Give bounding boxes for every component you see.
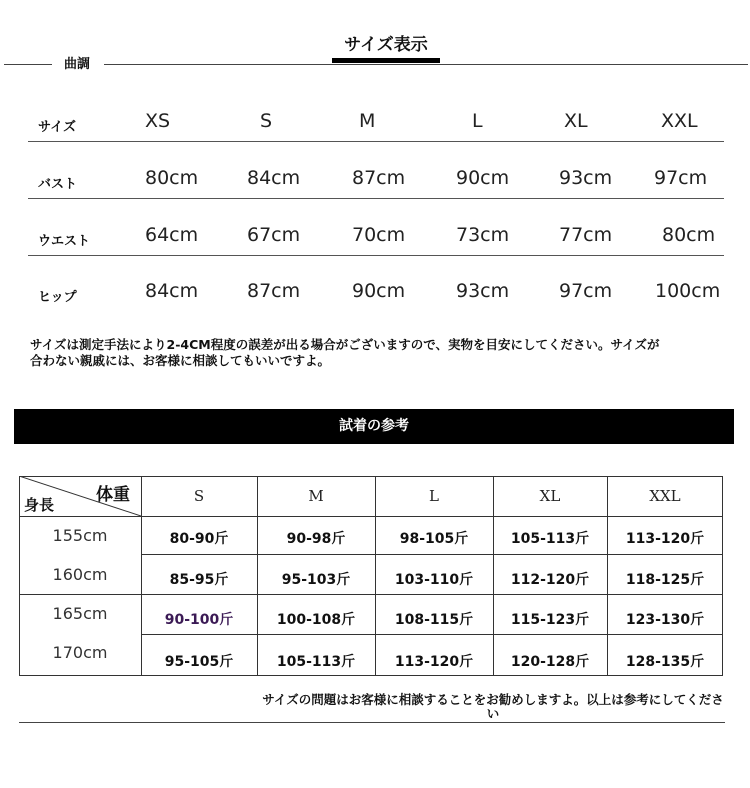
size-row-waist [28, 224, 724, 254]
header-row-divider [19, 516, 723, 517]
weight-cell: 105-113斤 [276, 654, 356, 670]
size-cell: 67cm [247, 224, 301, 246]
column-header: L [429, 487, 439, 505]
weight-cell: 128-135斤 [625, 654, 705, 670]
weight-cell: 85-95斤 [169, 572, 229, 588]
corner-height-label: 身長 [24, 496, 55, 514]
row-divider [141, 554, 723, 555]
size-cell: 97cm [654, 167, 708, 189]
size-cell: 93cm [559, 167, 613, 189]
size-row-hip [28, 280, 724, 310]
size-cell: S [260, 110, 273, 132]
weight-cell: 103-110斤 [394, 572, 474, 588]
size-cell: XS [145, 110, 171, 132]
row-divider [28, 141, 724, 142]
size-cell: 73cm [456, 224, 510, 246]
column-header: S [193, 487, 205, 505]
header-label: 曲調 [64, 57, 91, 72]
size-cell: 64cm [145, 224, 199, 246]
weight-cell: 120-128斤 [510, 654, 590, 670]
page-title: サイズ表示 [344, 35, 428, 55]
size-row-size [28, 110, 724, 140]
weight-cell: 108-115斤 [394, 612, 474, 628]
size-row-bust [28, 167, 724, 197]
weight-cell: 113-120斤 [394, 654, 474, 670]
size-cell: 80cm [662, 224, 716, 246]
weight-cell: 115-123斤 [510, 612, 590, 628]
size-cell: 100cm [655, 280, 721, 302]
size-cell: 87cm [352, 167, 406, 189]
size-advice-note: サイズの問題はお客様に相談することをお勧めしますよ。以上は参考にしてください [262, 692, 724, 721]
size-cell: 87cm [247, 280, 301, 302]
weight-cell: 90-100斤 [164, 612, 234, 628]
column-header: XL [539, 487, 561, 505]
height-cell: 170cm [52, 643, 108, 662]
title-underline-bar [332, 58, 440, 63]
weight-cell: 118-125斤 [625, 572, 705, 588]
column-header: XXL [649, 487, 681, 505]
height-cell: 155cm [52, 526, 108, 545]
weight-cell: 112-120斤 [510, 572, 590, 588]
size-cell: 84cm [145, 280, 199, 302]
bottom-divider [19, 722, 725, 723]
size-cell: 90cm [352, 280, 406, 302]
size-cell: XXL [661, 110, 698, 132]
height-cell: 165cm [52, 604, 108, 623]
size-cell: 97cm [559, 280, 613, 302]
row-label-hip: ヒップ [38, 290, 77, 305]
size-cell: 90cm [456, 167, 510, 189]
row-label-size: サイズ [38, 120, 76, 135]
weight-cell: 80-90斤 [169, 531, 229, 547]
row-divider [28, 255, 724, 256]
weight-cell: 113-120斤 [625, 531, 705, 547]
row-divider [141, 634, 723, 635]
size-cell: 80cm [145, 167, 199, 189]
weight-cell: 123-130斤 [625, 612, 705, 628]
header-divider-left [4, 64, 52, 65]
size-cell: M [359, 110, 376, 132]
size-cell: 84cm [247, 167, 301, 189]
corner-weight-label: 体重 [96, 485, 130, 505]
size-cell: 93cm [456, 280, 510, 302]
weight-cell: 95-103斤 [281, 572, 351, 588]
weight-cell: 100-108斤 [276, 612, 356, 628]
weight-cell: 98-105斤 [399, 531, 469, 547]
weight-cell: 90-98斤 [286, 531, 346, 547]
weight-cell: 95-105斤 [164, 654, 234, 670]
size-cell: 70cm [352, 224, 406, 246]
row-divider [28, 198, 724, 199]
size-cell: 77cm [559, 224, 613, 246]
weight-cell: 105-113斤 [510, 531, 590, 547]
section-banner-title: 試着の参考 [339, 418, 409, 434]
column-header: M [308, 487, 324, 505]
header-divider-right [104, 64, 748, 65]
row-divider [19, 594, 723, 595]
row-label-bust: バスト [38, 177, 78, 192]
size-cell: XL [564, 110, 588, 132]
measurement-note: サイズは測定手法により2-4CM程度の誤差が出る場合がございますので、実物を目安にしてください。サイズが合わない親戚には、お客様に相談してもいいですよ。 [30, 337, 660, 368]
size-cell: L [472, 110, 483, 132]
row-label-waist: ウエスト [38, 234, 91, 249]
height-cell: 160cm [52, 565, 108, 584]
